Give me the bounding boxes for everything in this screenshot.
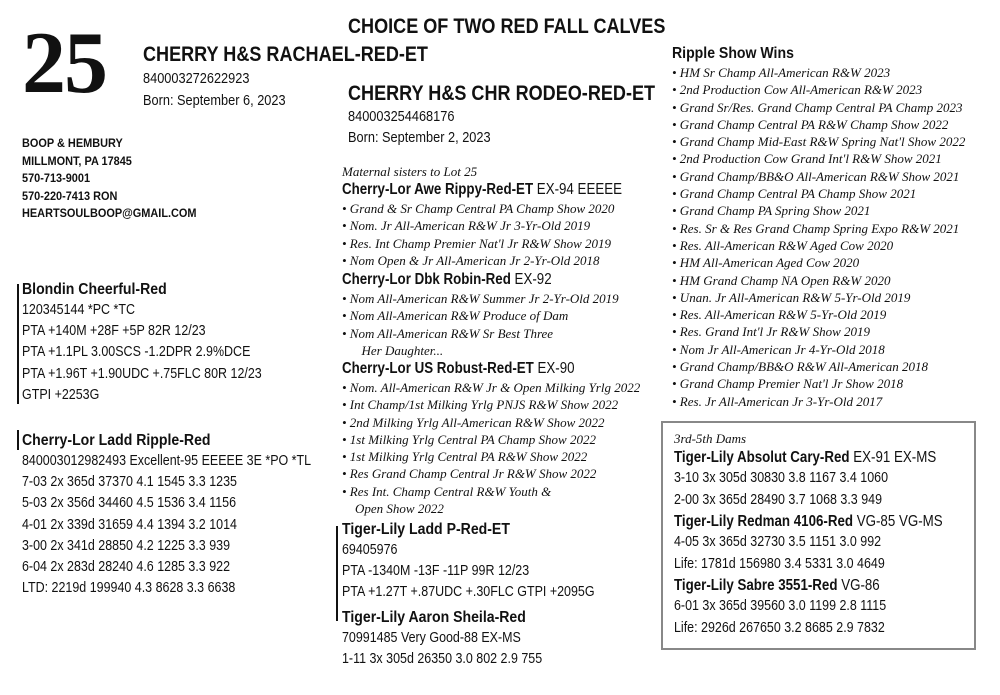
lot-number: 25 (22, 15, 106, 112)
calf2-id: 840003254468176 (348, 109, 455, 125)
sister-award: Open Show 2022 (342, 501, 444, 517)
show-win: • HM Grand Champ NA Open R&W 2020 (672, 272, 891, 288)
sister-block (342, 180, 668, 269)
sister-award: • Int Champ/1st Milking Yrlg PNJS R&W Show 2022 (342, 397, 619, 413)
dam-lifetime: LTD: 2219d 199940 4.3 8628 3.3 6638 (22, 580, 236, 597)
sire-name: Blondin Cheerful-Red (22, 281, 167, 298)
show-win: • HM All-American Aged Cow 2020 (672, 255, 860, 271)
sister-rating: EX-92 (510, 271, 552, 288)
show-win: • Grand Champ Central PA R&W Champ Show 2022 (672, 116, 949, 132)
maternal-heading: Maternal sisters to Lot 25 (342, 164, 478, 179)
dam-record: 4-05 3x 365d 32730 3.5 1151 3.0 992 (674, 534, 882, 551)
sire-line: PTA +140M +28F +5P 82R 12/23 (22, 323, 206, 340)
mgs-line: PTA -1340M -13F -11P 99R 12/23 (342, 563, 530, 580)
show-win: • Grand Champ/BB&O All-American R&W Show 2021 (672, 168, 960, 184)
sister-block (342, 270, 619, 359)
sister-block (342, 359, 640, 517)
dam-rating: VG-85 VG-MS (853, 513, 943, 531)
show-win: • Res. All-American R&W 5-Yr-Old 2019 (672, 307, 887, 323)
sire-line: GTPI +2253G (22, 386, 100, 403)
mgs-line: 69405976 (342, 542, 398, 558)
show-win: • Grand Champ/BB&O R&W All-American 2018 (672, 359, 928, 375)
show-win: • Grand Sr/Res. Grand Champ Central PA Champ 2023 (672, 99, 963, 115)
show-win: • HM Sr Champ All-American R&W 2023 (672, 65, 891, 80)
sister-award: • Nom All-American R&W Summer Jr 2-Yr-Old 2019 (342, 291, 619, 306)
dam-rating: EX-91 EX-MS (849, 449, 937, 467)
dam-record: 3-00 2x 341d 28850 4.2 1225 3.3 939 (22, 537, 231, 554)
pedigree-bracket (336, 526, 338, 621)
dam-name (674, 575, 943, 596)
show-win: • Grand Champ PA Spring Show 2021 (672, 203, 871, 219)
sister-award: • Nom All-American R&W Produce of Dam (342, 308, 569, 324)
headline: CHOICE OF TWO RED FALL CALVES (348, 15, 666, 38)
granddam-block (342, 608, 575, 670)
dam-record: 6-01 3x 365d 39560 3.0 1199 2.8 1115 (674, 598, 887, 615)
show-win: • Unan. Jr All-American R&W 5-Yr-Old 2019 (672, 289, 911, 305)
granddam-record: 1-11 3x 305d 26350 3.0 802 2.9 755 (342, 651, 543, 668)
show-win: • Grand Champ Mid-East R&W Spring Nat'l Show 2022 (672, 134, 966, 150)
sister-award: • 2nd Milking Yrlg All-American R&W Show 2022 (342, 414, 605, 430)
calf1-born: Born: September 6, 2023 (143, 93, 286, 109)
dam-name: Cherry-Lor Ladd Ripple-Red (22, 432, 211, 449)
show-win: • 2nd Production Cow Grand Int'l R&W Show 2021 (672, 151, 942, 167)
show-win: • Res. Sr & Res Grand Champ Spring Expo R&W 2021 (672, 220, 960, 236)
dam-block (22, 431, 358, 599)
consignor-name: BOOP & HEMBURY (22, 138, 123, 150)
mgs-name: Tiger-Lily Ladd P-Red-ET (342, 521, 510, 538)
show-win: • Res. Jr All-American Jr 3-Yr-Old 2017 (672, 393, 883, 409)
dam-record: 3-10 3x 305d 30830 3.8 1167 3.4 1060 (674, 470, 889, 487)
show-wins-heading: Ripple Show Wins (672, 45, 794, 62)
sister-rating: EX-90 (533, 360, 575, 377)
consignor-contact (22, 136, 197, 224)
sister-award: • Res Int. Champ Central R&W Youth & (342, 483, 552, 499)
show-win: • Grand Champ Central PA Champ Show 2021 (672, 186, 917, 202)
sister-name-text: Cherry-Lor Dbk Robin-Red (342, 271, 511, 288)
show-win: • Res. All-American R&W Aged Cow 2020 (672, 237, 894, 253)
dam-record: 6-04 2x 283d 28240 4.6 1285 3.3 922 (22, 559, 231, 576)
show-wins-block (672, 44, 965, 410)
sister-award: • Nom. All-American R&W Jr & Open Milking Yrlg 2022 (342, 380, 641, 395)
sister-award: • Res. Int Champ Premier Nat'l Jr R&W Show 2019 (342, 235, 611, 251)
sire-line: 120345144 *PC *TC (22, 302, 136, 318)
consignor-address: MILLMONT, PA 17845 (22, 155, 132, 168)
dam-line: 840003012982493 Excellent-95 EEEEE 3E *PO *TL (22, 453, 312, 469)
sire-line: PTA +1.1PL 3.00SCS -1.2DPR 2.9%DCE (22, 344, 251, 361)
sister-award: • Res Grand Champ Central Jr R&W Show 2022 (342, 466, 597, 482)
sister-name-text: Cherry-Lor Awe Rippy-Red-ET (342, 181, 534, 198)
show-win: • Res. Grand Int'l Jr R&W Show 2019 (672, 324, 870, 340)
sister-award: • 1st Milking Yrlg Central PA Champ Show 2022 (342, 431, 596, 447)
calf2-born: Born: September 2, 2023 (348, 130, 491, 146)
sister-name (342, 180, 622, 200)
dam-record: 2-00 3x 365d 28490 3.7 1068 3.3 949 (674, 491, 883, 508)
calf1-name: CHERRY H&S RACHAEL-RED-ET (143, 43, 428, 66)
dam-record: 4-01 2x 339d 31659 4.4 1394 3.2 1014 (22, 516, 237, 533)
dam-record: 5-03 2x 356d 34460 4.5 1536 3.4 1156 (22, 495, 237, 512)
dam-name-text: Tiger-Lily Absolut Cary-Red (674, 449, 850, 467)
show-win: • Grand Champ Premier Nat'l Jr Show 2018 (672, 376, 904, 392)
sister-name (342, 359, 598, 379)
sire-block (22, 280, 301, 406)
sister-award: • Nom. Jr All-American R&W Jr 3-Yr-Old 2019 (342, 218, 591, 234)
dam-name-text: Tiger-Lily Sabre 3551-Red (674, 577, 838, 595)
sire-line: PTA +1.96T +1.90UDC +.75FLC 80R 12/23 (22, 365, 262, 382)
consignor-phone: 570-713-9001 (22, 173, 91, 185)
granddam-name: Tiger-Lily Aaron Sheila-Red (342, 609, 526, 626)
dams-box-heading: 3rd-5th Dams (674, 431, 747, 446)
calf1-id: 840003272622923 (143, 71, 250, 87)
sister-award: • 1st Milking Yrlg Central PA R&W Show 2022 (342, 449, 588, 465)
show-win: • Nom Jr All-American Jr 4-Yr-Old 2018 (672, 341, 885, 357)
dam-name (674, 447, 943, 468)
sister-award: • Nom Open & Jr All-American Jr 2-Yr-Old 2018 (342, 252, 600, 268)
consignor-phone: 570-220-7413 RON (22, 190, 118, 203)
mgs-line: PTA +1.27T +.87UDC +.30FLC GTPI +2095G (342, 584, 595, 601)
calf2-name: CHERRY H&S CHR RODEO-RED-ET (348, 82, 656, 105)
dam-rating: VG-86 (837, 577, 880, 595)
granddam-line: 70991485 Very Good-88 EX-MS (342, 630, 521, 646)
sister-name (342, 270, 580, 290)
dam-record: Life: 2926d 267650 3.2 8685 2.9 7832 (674, 619, 885, 636)
sister-rating: EX-94 EEEEE (533, 181, 623, 198)
dam-record: 7-03 2x 365d 37370 4.1 1545 3.3 1235 (22, 474, 237, 491)
dam-name (674, 511, 943, 532)
dam-name-text: Tiger-Lily Redman 4106-Red (674, 513, 854, 531)
dam-record: Life: 1781d 156980 3.4 5331 3.0 4649 (674, 555, 885, 572)
consignor-email: HEARTSOULBOOP@GMAIL.COM (22, 208, 197, 220)
pedigree-bracket (17, 430, 19, 450)
sister-award: • Grand & Sr Champ Central PA Champ Show 2020 (342, 201, 615, 216)
dams-box-content (674, 430, 986, 639)
sister-award: • Nom All-American R&W Sr Best Three (342, 325, 554, 341)
sister-name-text: Cherry-Lor US Robust-Red-ET (342, 360, 534, 377)
sister-award: Her Daughter... (342, 342, 444, 358)
mgs-block (342, 520, 636, 604)
show-win: • 2nd Production Cow All-American R&W 2023 (672, 82, 923, 98)
pedigree-bracket (17, 284, 19, 404)
